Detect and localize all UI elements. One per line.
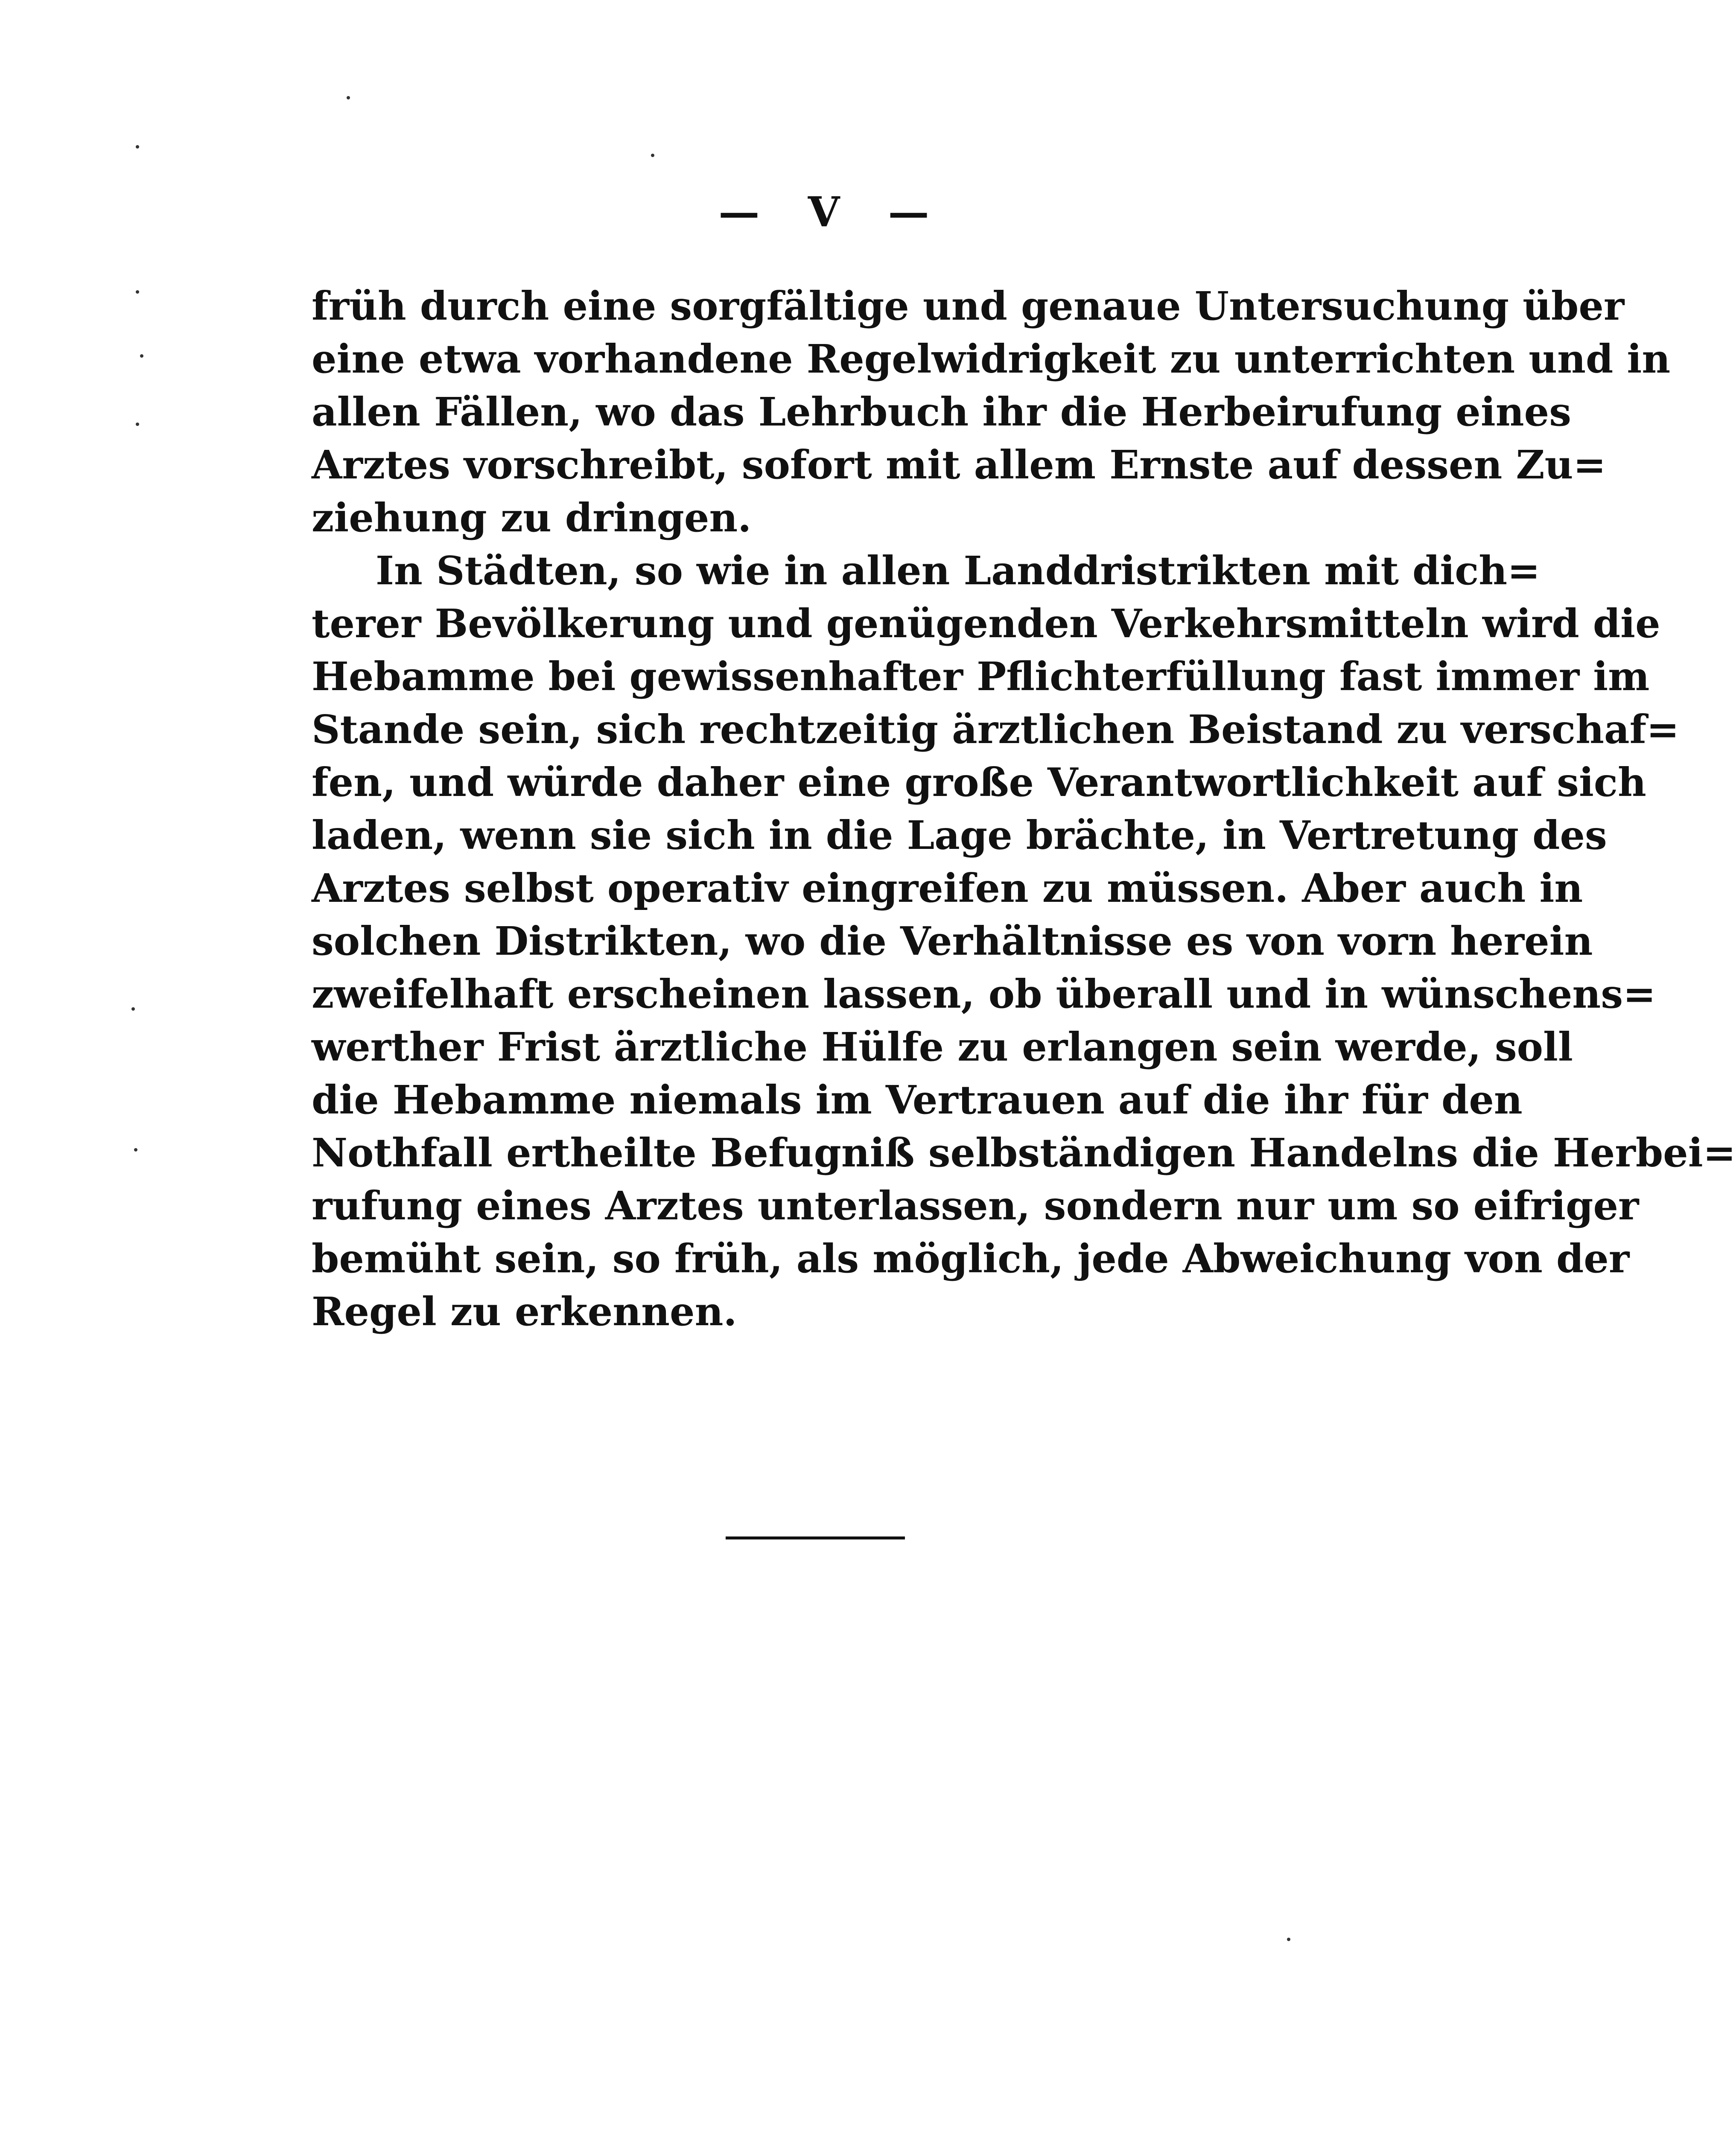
- scan-speck: [136, 290, 139, 294]
- text-line: ziehung zu dringen.: [312, 495, 752, 541]
- scan-speck: [347, 96, 350, 99]
- scan-speck: [136, 145, 139, 149]
- text-line: früh durch eine sorgfältige und genaue Untersuchung über: [312, 283, 1625, 329]
- text-line: rufung eines Arztes unterlassen, sondern nur um so eifriger: [312, 1183, 1639, 1229]
- text-line: Regel zu erkennen.: [312, 1289, 737, 1335]
- scan-speck: [1287, 1938, 1290, 1941]
- text-line: Stande sein, sich rechtzeitig ärztlichen Beistand zu verschaf=: [312, 706, 1680, 752]
- text-line: die Hebamme niemals im Vertrauen auf die ihr für den: [312, 1077, 1523, 1123]
- text-line: solchen Distrikten, wo die Verhältnisse es von vorn herein: [312, 918, 1593, 964]
- text-line: werther Frist ärztliche Hülfe zu erlangen sein werde, soll: [312, 1024, 1573, 1070]
- text-line: In Städten, so wie in allen Landdristrikten mit dich=: [376, 548, 1541, 594]
- text-line: eine etwa vorhandene Regelwidrigkeit zu unterrichten und in: [312, 336, 1671, 382]
- text-line: Arztes selbst operativ eingreifen zu müssen. Aber auch in: [312, 865, 1583, 911]
- text-line: Hebamme bei gewissenhafter Pflichterfüllung fast immer im: [312, 653, 1650, 700]
- scan-speck: [136, 423, 139, 426]
- text-line: laden, wenn sie sich in die Lage brächte, in Vertretung des: [312, 812, 1607, 858]
- text-line: terer Bevölkerung und genügenden Verkehrsmitteln wird die: [312, 601, 1660, 647]
- scan-speck: [140, 354, 143, 358]
- end-rule: [726, 1536, 905, 1539]
- text-line: zweifelhaft erscheinen lassen, ob überall und in wünschens=: [312, 971, 1656, 1017]
- scan-speck: [134, 1148, 137, 1152]
- text-line: allen Fällen, wo das Lehrbuch ihr die Herbeirufung eines: [312, 389, 1572, 435]
- page-number-header: — V —: [718, 188, 946, 236]
- text-line: Nothfall ertheilte Befugniß selbständigen Handelns die Herbei=: [312, 1130, 1736, 1176]
- body-text: [312, 280, 1736, 1338]
- scan-speck: [131, 1007, 135, 1011]
- text-line: bemüht sein, so früh, als möglich, jede Abweichung von der: [312, 1236, 1630, 1282]
- scan-speck: [651, 154, 654, 157]
- text-line: fen, und würde daher eine große Verantwortlichkeit auf sich: [312, 759, 1646, 805]
- text-line: Arztes vorschreibt, sofort mit allem Ernste auf dessen Zu=: [312, 442, 1606, 488]
